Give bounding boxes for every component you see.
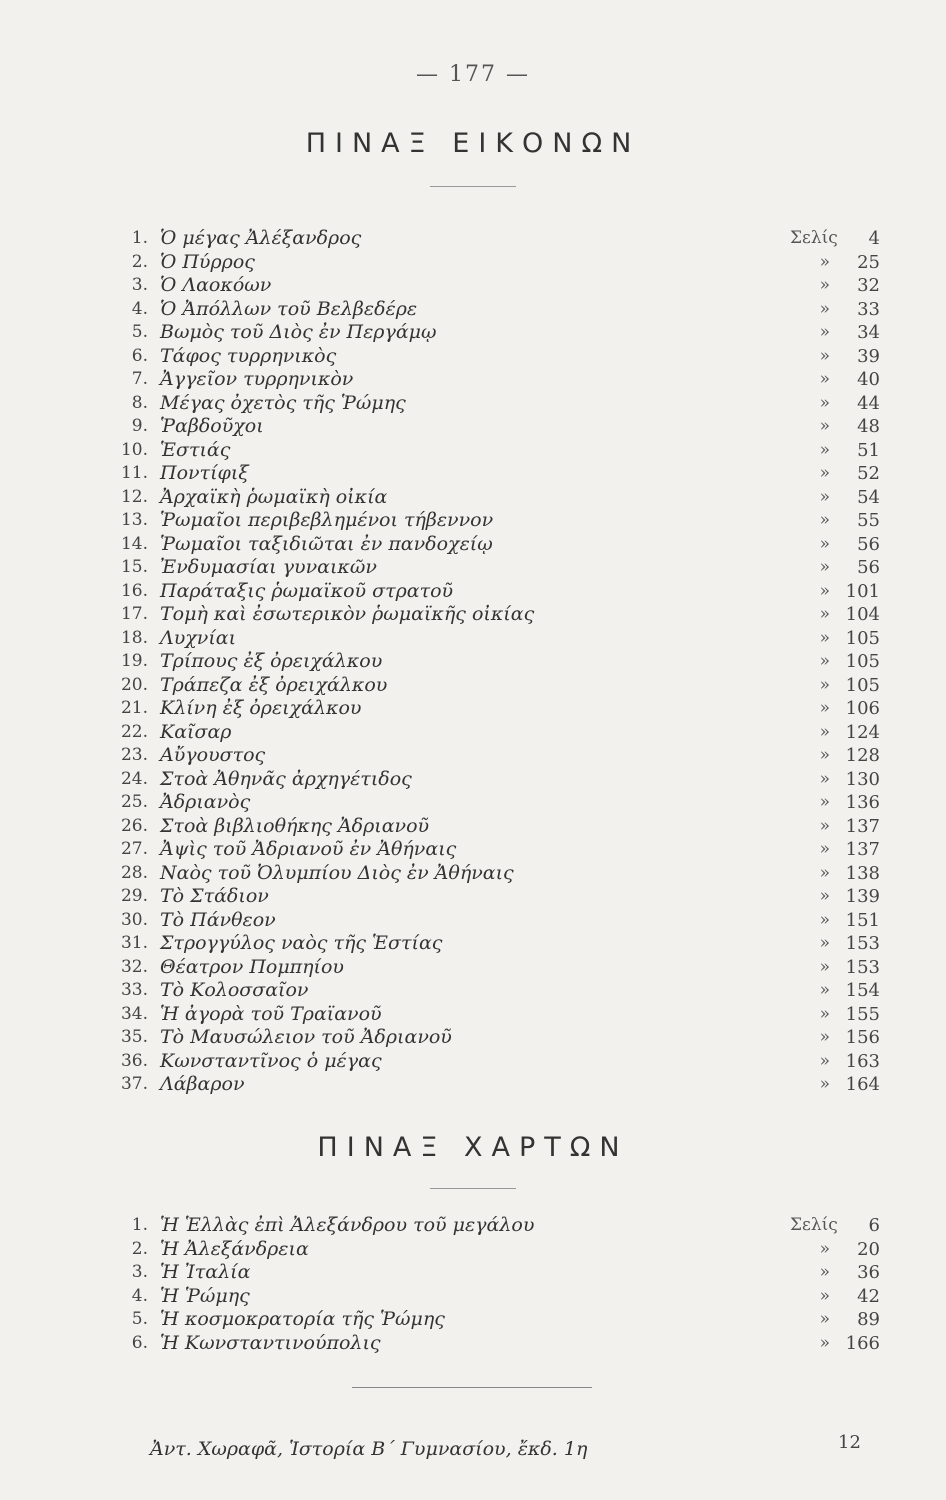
figure-row [120,768,880,792]
figure-page-marker: » [819,768,830,789]
figure-number: 32. [120,956,148,977]
figure-page-number: 155 [845,1003,880,1025]
figure-title: Ὁ μέγας Ἀλέξανδρος [160,227,362,249]
figure-title: Λάβαρον [160,1073,245,1095]
dot-leader [464,838,782,862]
figure-page-marker: » [819,815,830,836]
figure-title: Θέατρον Πομπηίου [160,955,344,978]
figure-title: Μέγας ὀχετὸς τῆς Ῥώμης [160,391,406,414]
figure-page-number: 40 [857,369,880,390]
figure-number: 19. [120,651,148,671]
figure-number: 27. [120,839,148,859]
figure-row [120,274,880,298]
figure-page-number: 139 [845,886,880,907]
figure-row [120,533,880,557]
figure-page-number: 164 [845,1074,880,1095]
figure-title: Αὔγουστος [160,744,266,766]
map-page-number: 166 [845,1332,880,1354]
figure-row [120,415,880,439]
page-number: — 177 — [416,62,530,87]
figure-title: Στοὰ Ἀθηνᾶς ἀρχηγέτιδος [160,767,412,790]
figure-title: Στρογγύλος ναὸς τῆς Ἑστίας [160,932,443,954]
figure-row [120,627,880,651]
figure-page-number: 124 [845,721,880,743]
figure-page-number: 105 [845,674,880,696]
figure-page-marker: » [819,839,830,859]
figure-page-marker: » [819,956,830,977]
dot-leader [450,932,782,956]
map-number: 2. [131,1238,148,1259]
footer-rule [352,1387,592,1388]
figure-number: 35. [120,1027,148,1047]
figure-number: 30. [120,909,148,930]
figure-number: 18. [120,627,148,648]
figure-page-marker: » [819,557,830,577]
figure-title: Ἀδριανὸς [160,791,251,813]
figure-row [120,603,880,627]
figure-title: Λυχνίαι [160,626,237,649]
figure-row [120,815,880,839]
figure-row [120,1073,880,1097]
figure-page-marker: » [819,1003,830,1024]
dot-leader [437,815,782,839]
figure-title: Ἀρχαϊκὴ ῥωμαϊκὴ οἰκία [160,485,388,508]
maps-section-title: ΠΙΝΑΞ ΧΑΡΤΩΝ [317,1132,629,1163]
figure-page-marker: » [819,792,830,812]
figure-page-number: 137 [845,839,880,860]
figure-number: 1. [131,228,148,248]
dot-leader [263,251,782,275]
figure-page-marker: » [819,1050,830,1071]
dot-leader [277,885,782,909]
dot-leader [238,439,782,463]
figure-page-number: 101 [845,580,880,602]
figure-number: 15. [120,557,148,577]
map-row [120,1285,880,1309]
figure-page-number: 56 [857,557,880,578]
figure-row [120,251,880,275]
figure-page-number: 136 [845,792,880,813]
dot-leader [344,345,782,369]
figure-number: 2. [131,251,148,272]
figure-page-marker: » [819,439,830,460]
dot-leader [239,721,782,745]
dot-leader [501,509,782,533]
figure-number: 13. [120,510,148,530]
figure-row [120,979,880,1003]
figure-page-marker: » [819,1074,830,1094]
figure-page-number: 51 [857,439,880,461]
figure-page-marker: » [819,721,830,742]
figure-page-number: 105 [845,651,880,672]
figure-title: Τράπεζα ἐξ ὀρειχάλκου [160,673,388,696]
figure-title: Τρίπους ἐξ ὀρειχάλκου [160,650,383,672]
figure-page-number: 52 [857,463,880,484]
figure-row [120,909,880,933]
map-title: Ἡ Ἀλεξάνδρεια [160,1237,309,1260]
figure-page-marker: » [819,651,830,671]
figure-title: Ναὸς τοῦ Ὀλυμπίου Διὸς ἐν Ἀθήναις [160,861,514,884]
figure-page-number: 4 [868,228,880,249]
dot-leader [258,791,782,815]
figure-title: Ἀψὶς τοῦ Ἀδριανοῦ ἐν Ἀθήναις [160,838,457,860]
figure-title: Τὸ Κολοσσαῖον [160,979,309,1001]
dot-leader [390,1003,782,1027]
figure-number: 34. [120,1003,148,1024]
figure-page-number: 54 [857,486,880,508]
figure-page-number: 39 [857,345,880,367]
figure-number: 33. [120,980,148,1000]
figure-page-number: 151 [845,909,880,931]
figure-page-marker: » [819,886,830,906]
figure-row [120,1050,880,1074]
dot-leader [258,1261,782,1285]
figure-title: Καῖσαρ [160,720,232,743]
dot-leader [385,556,782,580]
figure-row [120,721,880,745]
figure-page-number: 104 [845,604,880,625]
figure-page-number: 128 [845,745,880,766]
figure-row [120,674,880,698]
figure-row [120,298,880,322]
figure-page-number: 105 [845,627,880,649]
figure-title: Βωμὸς τοῦ Διὸς ἐν Περγάμῳ [160,321,437,343]
dot-leader [317,1238,782,1262]
dot-leader [352,956,782,980]
dot-leader [272,415,782,439]
figure-title: Ἑστιάς [160,438,231,461]
dot-leader [395,674,782,698]
dot-leader [369,227,782,251]
map-page-number: 20 [857,1238,880,1260]
map-number: 6. [131,1332,148,1353]
map-number: 3. [131,1262,148,1282]
figure-page-number: 153 [845,933,880,954]
figure-page-number: 25 [857,251,880,273]
map-page-number: 42 [857,1285,880,1307]
figure-title: Ὁ Πύρρος [160,250,255,273]
figure-page-marker: » [819,745,830,765]
figure-number: 4. [131,298,148,319]
map-number: 1. [131,1215,148,1235]
figure-row [120,227,880,251]
figure-title: Ῥωμαῖοι ταξιδιῶται ἐν πανδοχείῳ [160,532,493,555]
figure-title: Τὸ Στάδιον [160,885,269,907]
figure-page-number: 44 [857,392,880,414]
figure-page-marker: » [819,322,830,342]
figure-number: 23. [120,745,148,765]
dot-leader [542,603,782,627]
dot-leader [284,909,782,933]
figures-title-rule [430,186,516,187]
figure-page-marker: » [819,486,830,507]
figure-page-marker: Σελίς [790,228,838,248]
figure-number: 22. [120,721,148,742]
figure-page-marker: » [819,862,830,883]
figure-page-number: 33 [857,298,880,320]
figure-title: Ἡ ἀγορὰ τοῦ Τραϊανοῦ [160,1002,382,1025]
dot-leader [445,321,782,345]
figure-number: 8. [131,392,148,413]
figure-page-marker: » [819,1027,830,1047]
figure-page-marker: » [819,275,830,295]
figure-number: 21. [120,698,148,718]
figure-row [120,392,880,416]
figure-number: 14. [120,533,148,554]
figure-page-number: 163 [845,1050,880,1072]
dot-leader [460,1026,782,1050]
figure-row [120,885,880,909]
figure-number: 20. [120,674,148,695]
figure-row [120,697,880,721]
dot-leader [244,627,782,651]
dot-leader [257,462,782,486]
figure-row [120,1003,880,1027]
dot-leader [425,298,782,322]
figure-number: 12. [120,486,148,507]
map-page-number: 36 [857,1262,880,1283]
map-page-marker: » [819,1309,830,1329]
figure-page-marker: » [819,580,830,601]
figure-page-marker: » [819,510,830,530]
figure-title: Ἀγγεῖον τυρρηνικὸν [160,368,354,390]
dot-leader [395,486,782,510]
dot-leader [414,392,782,416]
dot-leader [390,650,782,674]
figure-number: 26. [120,815,148,836]
figure-row [120,838,880,862]
map-page-marker: » [819,1332,830,1353]
figure-title: Τομὴ καὶ ἐσωτερικὸν ῥωμαϊκῆς οἰκίας [160,603,535,625]
figure-title: Ὁ Λαοκόων [160,274,272,296]
figure-row [120,650,880,674]
maps-list [120,1214,880,1355]
map-row [120,1332,880,1356]
figure-page-marker: » [819,416,830,436]
figure-page-marker: » [819,980,830,1000]
figure-page-marker: » [819,251,830,272]
map-row [120,1308,880,1332]
figure-page-marker: » [819,533,830,554]
figure-row [120,1026,880,1050]
figure-row [120,368,880,392]
figure-number: 25. [120,792,148,812]
figure-row [120,321,880,345]
dot-leader [279,274,782,298]
figure-page-number: 32 [857,275,880,296]
map-title: Ἡ Ἰταλία [160,1261,251,1283]
dot-leader [390,1050,782,1074]
figure-page-number: 55 [857,510,880,531]
figure-title: Στοὰ βιβλιοθήκης Ἀδριανοῦ [160,814,430,837]
figure-page-number: 34 [857,322,880,343]
figure-title: Παράταξις ῥωμαϊκοῦ στρατοῦ [160,579,454,602]
figure-page-marker: » [819,698,830,718]
figure-number: 37. [120,1074,148,1094]
figure-number: 17. [120,604,148,624]
figure-title: Ῥαβδοῦχοι [160,415,264,437]
map-row [120,1214,880,1238]
figure-number: 9. [131,416,148,436]
figures-list [120,227,880,1097]
maps-title-rule [430,1188,516,1189]
figure-number: 28. [120,862,148,883]
figure-page-marker: » [819,674,830,695]
figure-title: Τὸ Μαυσώλειον τοῦ Ἀδριανοῦ [160,1026,452,1048]
figure-page-number: 130 [845,768,880,790]
figure-row [120,744,880,768]
figure-page-number: 56 [857,533,880,555]
figure-page-number: 154 [845,980,880,1001]
figure-title: Ὁ Ἀπόλλων τοῦ Βελβεδέρε [160,297,418,320]
dot-leader [453,1308,782,1332]
figure-row [120,556,880,580]
figure-page-marker: » [819,392,830,413]
figure-title: Τὸ Πάνθεον [160,908,276,931]
figure-page-number: 153 [845,956,880,978]
figure-number: 16. [120,580,148,601]
figure-number: 24. [120,768,148,789]
footer-text: Ἀντ. Χωραφᾶ, Ἱστορία Β΄ Γυμνασίου, ἔκδ. 1η [150,1438,588,1460]
dot-leader [369,697,782,721]
map-page-marker: Σελίς [790,1215,838,1235]
figure-page-number: 138 [845,862,880,884]
figure-page-marker: » [819,369,830,389]
dot-leader [273,744,782,768]
map-page-number: 89 [857,1309,880,1330]
dot-leader [542,1214,782,1238]
figure-title: Ῥωμαῖοι περιβεβλημένοι τήβεννον [160,509,494,531]
figure-page-number: 106 [845,698,880,719]
figure-page-marker: » [819,933,830,953]
dot-leader [316,979,782,1003]
figure-page-marker: » [819,463,830,483]
figure-title: Κλίνη ἐξ ὀρειχάλκου [160,697,362,719]
figure-number: 3. [131,275,148,295]
map-number: 4. [131,1285,148,1306]
dot-leader [522,862,782,886]
dot-leader [501,533,782,557]
figure-row [120,462,880,486]
figure-row [120,345,880,369]
figures-section-title: ΠΙΝΑΞ ΕΙΚΟΝΩΝ [305,128,641,159]
figure-page-number: 156 [845,1027,880,1048]
figure-number: 11. [120,463,148,483]
figure-page-marker: » [819,627,830,648]
map-title: Ἡ κοσμοκρατορία τῆς Ῥώμης [160,1308,445,1330]
dot-leader [361,368,782,392]
map-row [120,1238,880,1262]
map-page-marker: » [819,1262,830,1282]
dot-leader [420,768,782,792]
map-title: Ἡ Ἑλλὰς ἐπὶ Ἀλεξάνδρου τοῦ μεγάλου [160,1214,535,1236]
figure-row [120,580,880,604]
figure-row [120,486,880,510]
dot-leader [461,580,782,604]
figure-number: 5. [131,322,148,342]
figure-title: Ἐνδυμασίαι γυναικῶν [160,556,377,578]
map-row [120,1261,880,1285]
figure-title: Τάφος τυρρηνικὸς [160,344,337,367]
figure-row [120,791,880,815]
figure-row [120,439,880,463]
dot-leader [253,1073,782,1097]
figure-page-marker: » [819,345,830,366]
dot-leader [389,1332,782,1356]
figure-row [120,862,880,886]
figure-number: 29. [120,886,148,906]
map-title: Ἡ Ῥώμης [160,1284,250,1307]
figure-number: 36. [120,1050,148,1071]
map-page-number: 6 [868,1215,880,1236]
figure-row [120,956,880,980]
figure-number: 7. [131,369,148,389]
figure-number: 31. [120,933,148,953]
figure-page-marker: » [819,298,830,319]
dot-leader [258,1285,782,1309]
map-page-marker: » [819,1285,830,1306]
figure-row [120,932,880,956]
figure-page-marker: » [819,604,830,624]
map-title: Ἡ Κωνσταντινούπολις [160,1331,381,1354]
figure-number: 6. [131,345,148,366]
figure-row [120,509,880,533]
map-number: 5. [131,1309,148,1329]
figure-title: Κωνσταντῖνος ὁ μέγας [160,1049,382,1072]
figure-page-number: 48 [857,416,880,437]
figure-page-number: 137 [845,815,880,837]
figure-number: 10. [120,439,148,460]
map-page-marker: » [819,1238,830,1259]
figure-title: Ποντίφιξ [160,462,249,484]
figure-page-marker: » [819,909,830,930]
signature-number: 12 [838,1432,861,1453]
